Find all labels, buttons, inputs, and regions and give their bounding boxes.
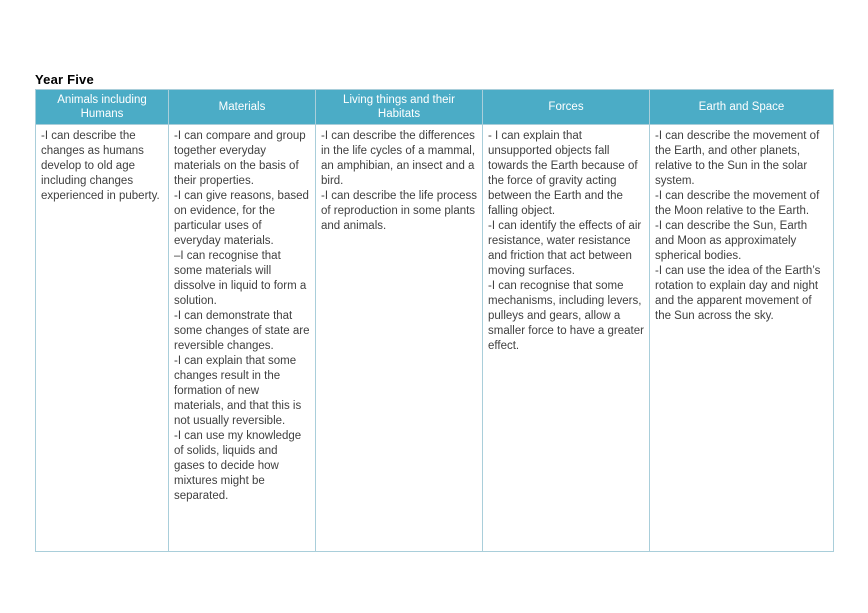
objective-item: -I can recognise that some mechanisms, including levers, pulleys and gears, allow a smaller force to have a greater effect.: [488, 280, 644, 352]
objective-item: - I can explain that unsupported objects fall towards the Earth because of the force of gravity acting between the Earth and the falling object.: [488, 130, 638, 217]
objective-item: -I can describe the differences in the life cycles of a mammal, an amphibian, an insect and a bird.: [321, 130, 476, 187]
objective-item: -I can describe the changes as humans develop to old age including changes experienced in puberty.: [41, 130, 160, 202]
objective-item: -I can explain that some changes result in the formation of new materials, and that this is not usually reversible.: [174, 355, 302, 427]
column-header-living-things-habitats: Living things and their Habitats: [316, 90, 483, 125]
table-row: [36, 125, 834, 552]
objective-item: -I can identify the effects of air resistance, water resistance and friction that act between moving surfaces.: [488, 220, 642, 277]
objective-item: -I can describe the life process of reproduction in some plants and animals.: [321, 190, 477, 232]
objective-item: -I can use the idea of the Earth’s rotation to explain day and night and the apparent movement of the Sun across the sky.: [655, 265, 821, 322]
cell-living-things-habitats: [316, 125, 483, 552]
objective-item: -I can describe the movement of the Earth, and other planets, relative to the Sun in the solar system.: [655, 130, 820, 187]
column-header-animals-including-humans: Animals including Humans: [36, 90, 169, 125]
table-header-row: [36, 90, 834, 125]
column-header-earth-and-space: Earth and Space: [650, 90, 834, 125]
objective-item: -I can use my knowledge of solids, liquids and gases to decide how mixtures might be separated.: [174, 430, 302, 502]
column-header-forces: Forces: [483, 90, 650, 125]
objective-item: -I can demonstrate that some changes of state are reversible changes.: [174, 310, 310, 352]
cell-earth-and-space: [650, 125, 834, 552]
cell-animals-including-humans: [36, 125, 169, 552]
year-five-curriculum-table: [35, 89, 834, 552]
objective-item: -I can give reasons, based on evidence, for the particular uses of everyday materials.: [174, 190, 309, 247]
objective-item: –I can recognise that some materials will dissolve in liquid to form a solution.: [174, 250, 307, 307]
column-header-materials: Materials: [169, 90, 316, 125]
objective-item: -I can describe the movement of the Moon relative to the Earth.: [655, 190, 820, 217]
cell-forces: [483, 125, 650, 552]
page-title: Year Five: [35, 72, 94, 87]
objective-item: -I can compare and group together everyday materials on the basis of their properties.: [174, 130, 306, 187]
cell-materials: [169, 125, 316, 552]
objective-item: -I can describe the Sun, Earth and Moon as approximately spherical bodies.: [655, 220, 808, 262]
